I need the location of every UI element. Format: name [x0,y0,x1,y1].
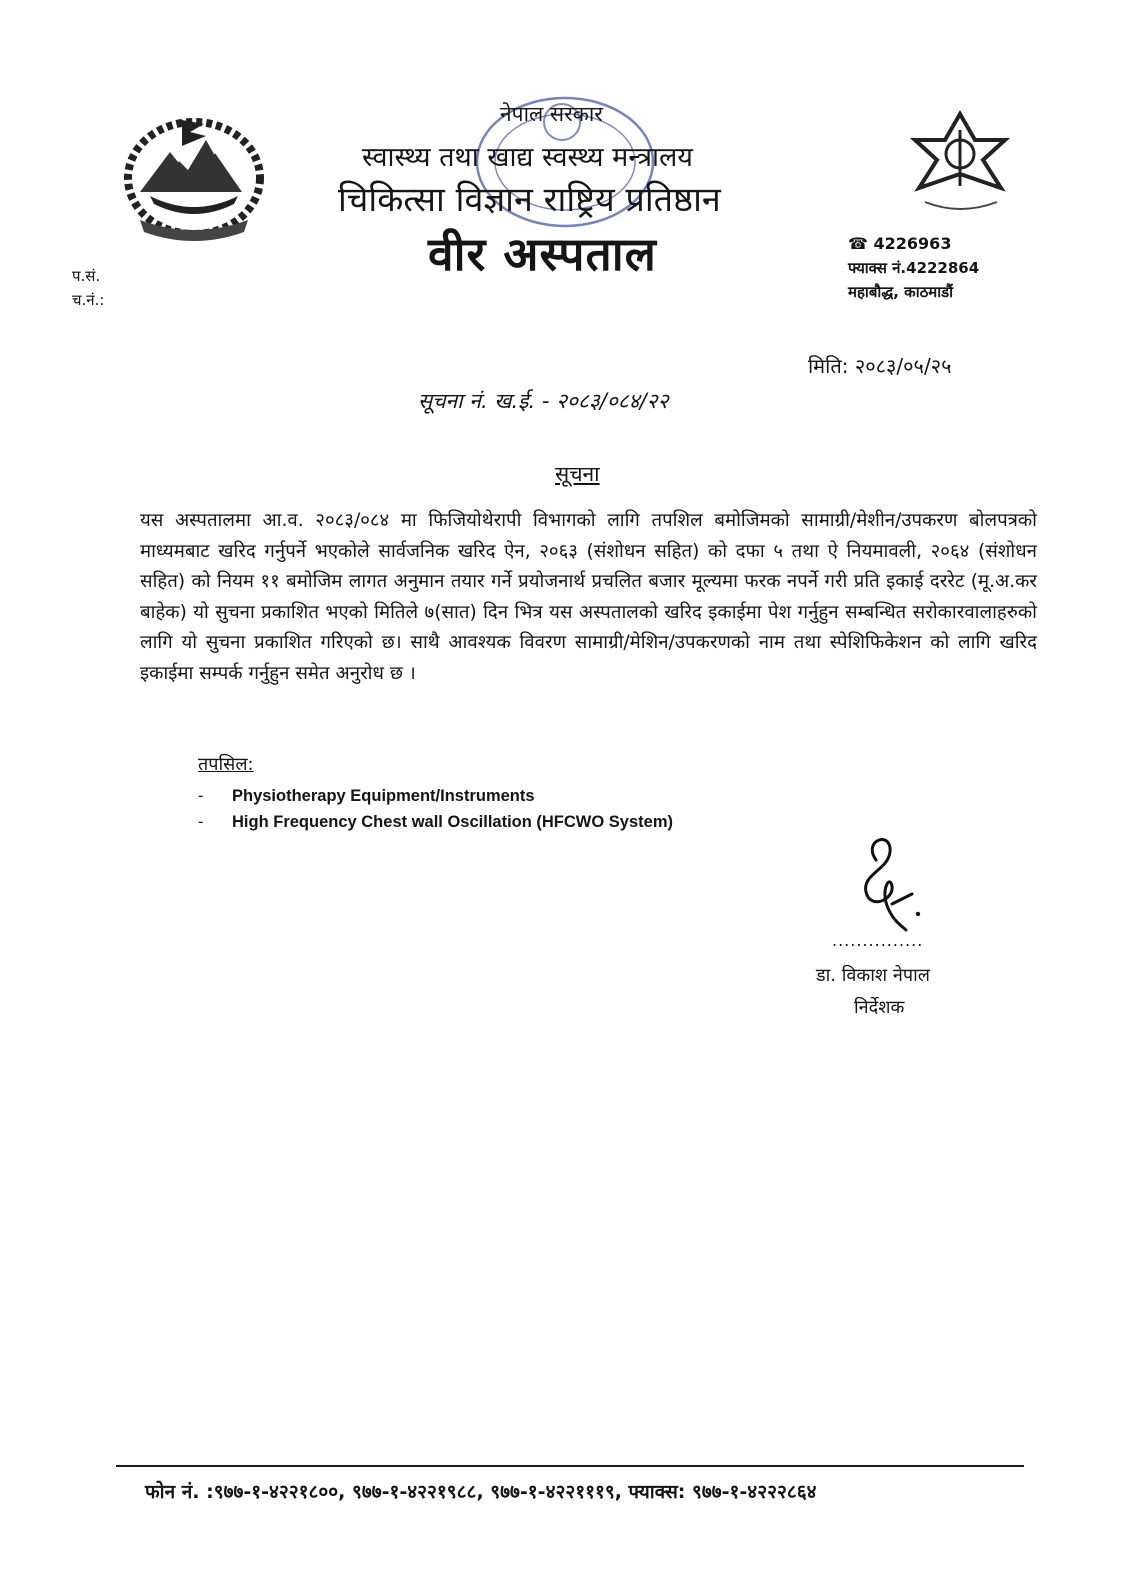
academy-name: चिकित्सा विज्ञान राष्ट्रिय प्रतिष्ठान [338,180,721,220]
ministry-name: स्वास्थ्य तथा खाद्य स्वस्थ्य मन्त्रालय [362,142,693,173]
list-item [198,809,673,835]
item-text: Physiotherapy Equipment/Instruments [232,787,535,805]
bullet-dash: - [198,813,204,831]
signer-name: डा. विकाश नेपाल [816,965,930,986]
bullet-dash: - [198,787,204,805]
ref-pa-sa: प.सं. [72,267,101,285]
item-text: High Frequency Chest wall Oscillation (HFCWO System) [232,813,673,831]
reference-block [72,264,104,312]
date: मिति: २०८३/०५/२५ [808,354,952,378]
notice-body: यस अस्पतालमा आ.व. २०८३/०८४ मा फिजियोथेरापी विभागको लागि तपशिल बमोजिमको सामाग्री/मेशीन/उपकरण बोलपत्रको माध्यमबाट खरिद गर्नुपर्ने भएकोले सार्वजनिक खरिद ऐन, २०६३ (संशोधन सहित) को दफा ५ तथा ऐ नियमावली, २०६४ (संशोधन सहित) को नियम ११ बमोजिम लागत अनुमान तयार गर्ने प्रयोजनार्थ प्रचलित बजार मूल्यमा फरक नपर्ने गरी प्रति इकाई दररेट (मू.अ.कर बाहेक) यो सुचना प्रकाशित भएको मितिले ७(सात) दिन भित्र यस अस्पतालको खरिद इकाईमा पेश गर्नुहुन सम्बन्धित सरोकारवालाहरुको लागि यो सुचना प्रकाशित गरिएको छ। साथै आवश्यक विवरण सामाग्री/मेशिन/उपकरणको नाम तथा स्पेशिफिकेशन को लागि खरिद इकाईमा सम्पर्क गर्नुहुन समेत अनुरोध छ । [140,510,1037,684]
phone-row [848,232,979,256]
item-list [198,783,673,835]
ref-cha-na: च.नं.: [72,291,105,309]
phone-icon: ☎ [848,234,868,253]
signer-designation: निर्देशक [854,997,905,1018]
notice-number: सूचना नं. ख.ई. - २०८३/०८४/२२ [418,389,669,413]
academy-star-logo-icon [905,108,1015,218]
contact-block [848,232,979,304]
phone-number: 4226963 [873,234,952,253]
footer-contact: फोन नं. :९७७-१-४२२१८००, ९७७-१-४२२१९८८, ९७७-१-४२२१११९, फ्याक्स: ९७७-१-४२२२८६४ [145,1481,817,1503]
fax-number: फ्याक्स नं.4222864 [848,259,980,277]
hospital-name: वीर अस्पताल [428,227,657,281]
signature-line: ............... [832,931,924,950]
address: महाबौद्ध, काठमाडौं [848,283,954,301]
government-name: नेपाल सरकार [500,102,603,126]
notice-title: सूचना [555,462,600,486]
tapsil-label: तपसिल: [198,754,254,775]
footer-divider [116,1465,1024,1467]
list-item [198,783,673,809]
nepal-emblem-icon [110,100,278,248]
